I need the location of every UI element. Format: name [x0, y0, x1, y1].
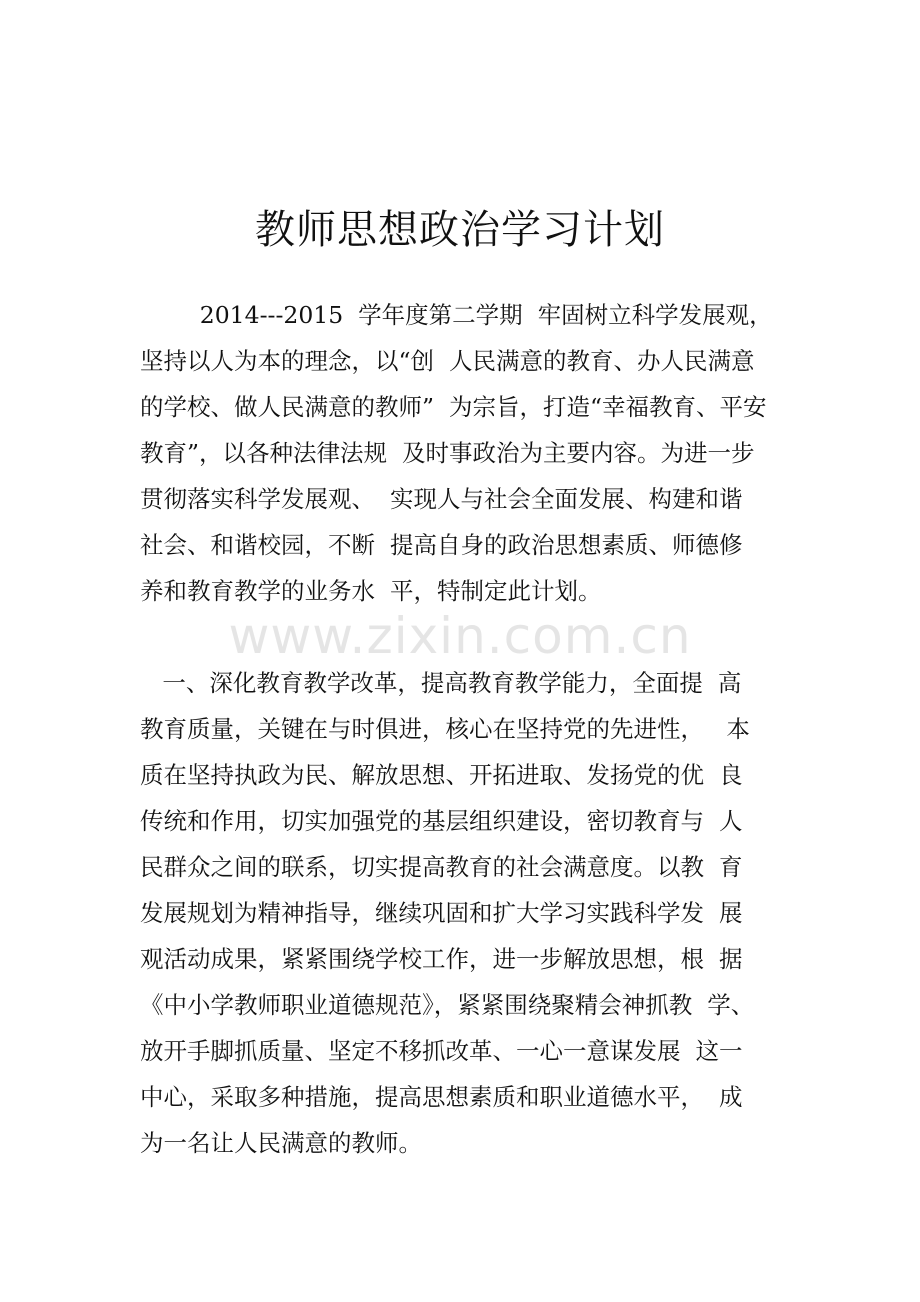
paragraph-line: 发展规划为精神指导，继续巩固和扩大学习实践科学发 展 [140, 899, 743, 927]
paragraph-line: 放开手脚抓质量、坚定不移抓改革、一心一意谋发展 这一 [140, 1037, 743, 1065]
paragraph-line: 贯彻落实科学发展观、 实现人与社会全面发展、构建和谐 [140, 485, 743, 513]
paragraph-line: 教育”，以各种法律法规 及时事政治为主要内容。为进一步 [140, 439, 755, 467]
paragraph-line: 2014---2015 学年度第二学期 牢固树立科学发展观， [140, 301, 773, 329]
paragraph-line: 养和教育教学的业务水 平，特制定此计划。 [140, 577, 602, 605]
paragraph-line: 传统和作用，切实加强党的基层组织建设，密切教育与 人 [140, 807, 743, 835]
paragraph-line: 社会、和谐校园，不断 提高自身的政治思想素质、师德修 [140, 531, 743, 559]
paragraph-line: 一、深化教育教学改革，提高教育教学能力，全面提 高 [140, 669, 742, 697]
paragraph-line: 观活动成果，紧紧围绕学校工作，进一步解放思想，根 据 [140, 945, 743, 973]
paragraph-line: 质在坚持执政为民、解放思想、开拓进取、发扬党的优 良 [140, 761, 743, 789]
paragraph-line: 为一名让人民满意的教师。 [140, 1129, 422, 1157]
intro-paragraph [140, 292, 790, 614]
paragraph-line: 《中小学教师职业道德规范》，紧紧围绕聚精会神抓教 学、 [140, 991, 755, 1019]
paragraph-line: 中心，采取多种措施，提高思想素质和职业道德水平， 成 [140, 1083, 743, 1111]
paragraph-line: 教育质量，关键在与时俱进，核心在坚持党的先进性， 本 [140, 715, 750, 743]
document-title: 教师思想政治学习计划 [255, 207, 665, 253]
watermark-text: www.zixin.com.cn [228, 607, 692, 665]
paragraph-line: 民群众之间的联系，切实提高教育的社会满意度。以教 育 [140, 853, 743, 881]
section-one-paragraph [140, 660, 790, 1166]
paragraph-line: 坚持以人为本的理念，以“创 人民满意的教育、办人民满意 [140, 347, 755, 375]
paragraph-line: 的学校、做人民满意的教师” 为宗旨，打造“幸福教育、平安 [140, 393, 767, 421]
